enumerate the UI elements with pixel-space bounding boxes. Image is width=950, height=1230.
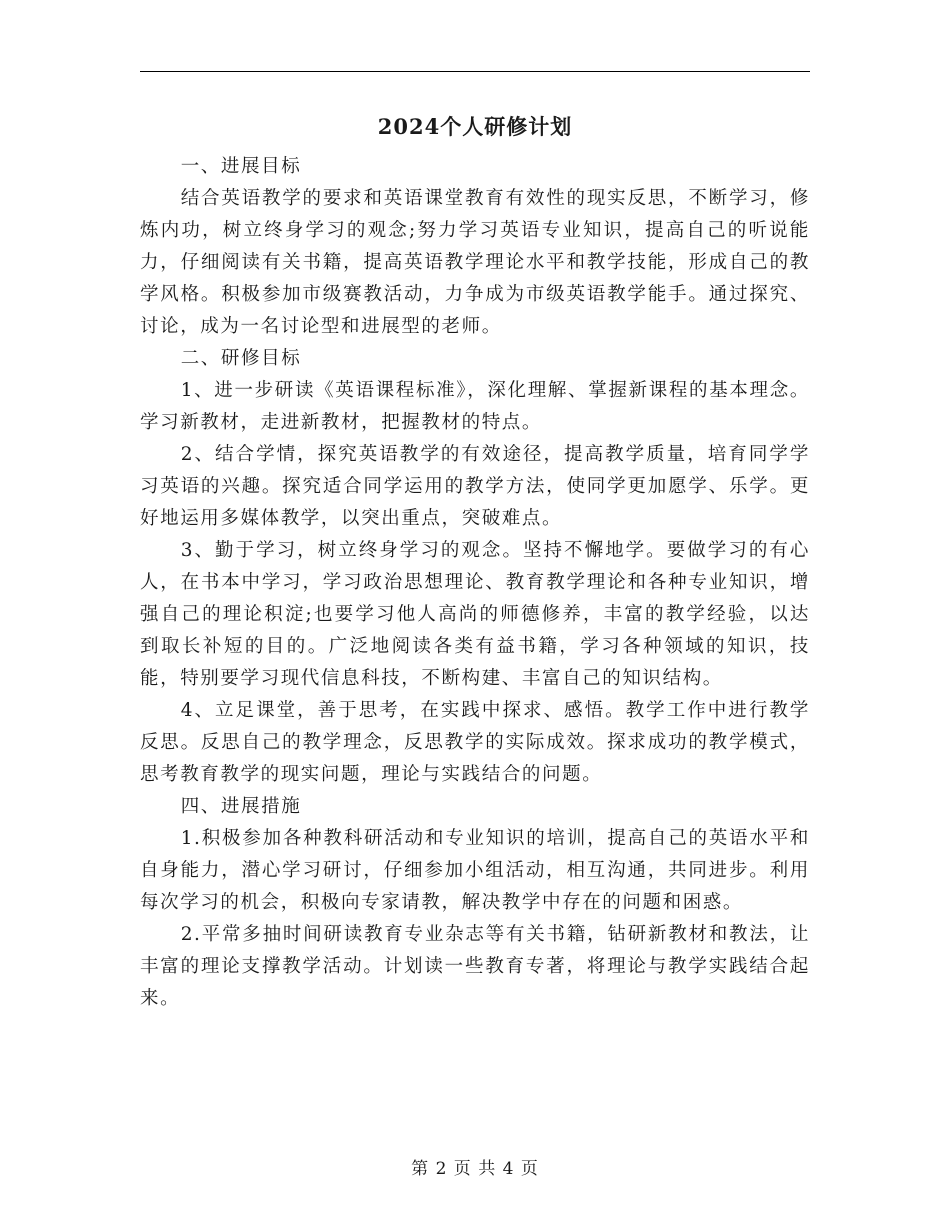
paragraph-study-goal-1: 1、进一步研读《英语课程标准》，深化理解、掌握新课程的基本理念。学习新教材，走进新教材，把握教材的特点。 [140,380,810,433]
paragraph-progress-goals: 结合英语教学的要求和英语课堂教育有效性的现实反思，不断学习，修炼内功，树立终身学习的观念;努力学习英语专业知识，提高自己的听说能力，仔细阅读有关书籍，提高英语教学理论水平和教学技能，形成自己的教学风格。积极参加市级赛教活动，力争成为市级英语教学能手。通过探究、讨论，成为一名讨论型和进展型的老师。 [140,188,810,337]
paragraph-study-goal-2: 2、结合学情，探究英语教学的有效途径，提高教学质量，培育同学学习英语的兴趣。探究适合同学运用的教学方法，使同学更加愿学、乐学。更好地运用多媒体教学，以突出重点，突破难点。 [140,444,810,529]
section-heading-measures: 四、进展措施 [180,796,302,817]
header-rule [140,71,810,72]
paragraph-measure-2: 2.平常多抽时间研读教育专业杂志等有关书籍，钻研新教材和教法，让丰富的理论支撑教学活动。计划读一些教育专著，将理论与教学实践结合起来。 [140,924,810,1009]
paragraph-measure-1: 1.积极参加各种教科研活动和专业知识的培训，提高自己的英语水平和自身能力，潜心学习研讨，仔细参加小组活动，相互沟通，共同进步。利用每次学习的机会，积极向专家请教，解决教学中存在的问题和困惑。 [140,828,810,913]
document-title: 2024个人研修计划 [377,114,573,139]
section-heading-study-goals: 二、研修目标 [180,348,302,369]
paragraph-study-goal-3: 3、勤于学习，树立终身学习的观念。坚持不懈地学。要做学习的有心人，在书本中学习，学习政治思想理论、教育教学理论和各种专业知识，增强自己的理论积淀;也要学习他人高尚的师德修养，丰富的教学经验，以达到取长补短的目的。广泛地阅读各类有益书籍，学习各种领域的知识，技能，特别要学习现代信息科技，不断构建、丰富自己的知识结构。 [140,540,810,689]
page-number: 第 2 页 共 4 页 [411,1159,539,1179]
paragraph-study-goal-4: 4、立足课堂，善于思考，在实践中探求、感悟。教学工作中进行教学反思。反思自己的教学理念，反思教学的实际成效。探求成功的教学模式，思考教育教学的现实问题，理论与实践结合的问题。 [140,700,810,785]
section-heading-progress-goals: 一、进展目标 [180,156,302,177]
document-body [140,151,810,1015]
